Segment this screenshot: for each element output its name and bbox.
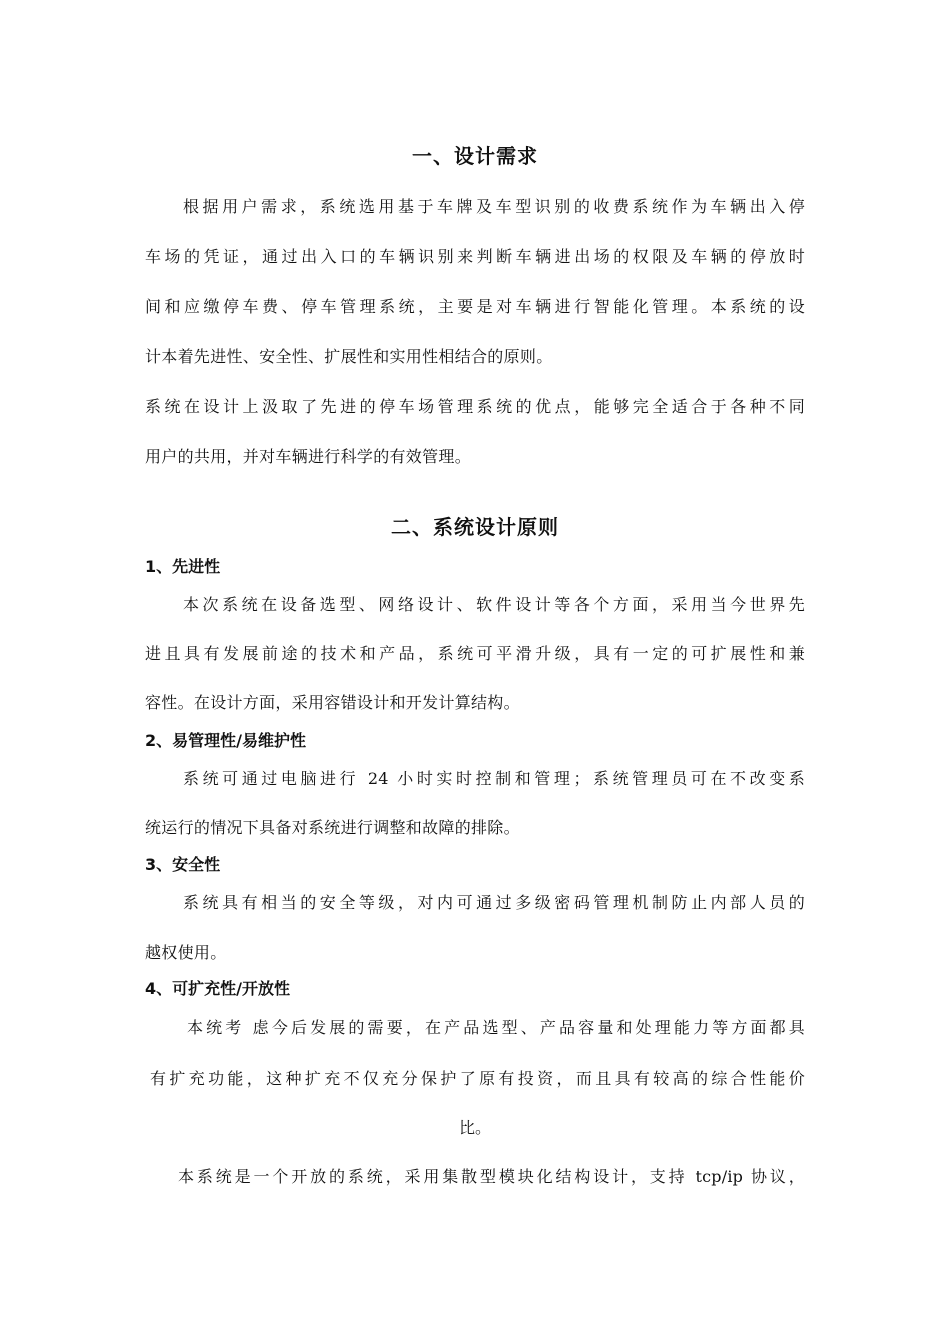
paragraph-line: 本统考 虑今后发展的需要，在产品选型、产品容量和处理能力等方面都具 <box>187 1018 805 1037</box>
paragraph-line: 比。 <box>458 1118 491 1137</box>
paragraph-line: 计本着先进性、安全性、扩展性和实用性相结合的原则。 <box>145 347 553 366</box>
paragraph-line: 本系统是一个开放的系统，采用集散型模块化结构设计，支持 tcp/ip 协议， <box>178 1167 805 1186</box>
paragraph-line: 系统在设计上汲取了先进的停车场管理系统的优点，能够完全适合于各种不同 <box>145 397 805 416</box>
paragraph-line: 越权使用。 <box>145 943 227 962</box>
paragraph-line: 进且具有发展前途的技术和产品，系统可平滑升级，具有一定的可扩展性和兼 <box>145 644 805 663</box>
subheading-security: 3、安全性 <box>145 855 221 874</box>
paragraph-line: 有扩充功能，这种扩充不仅充分保护了原有投资，而且具有较高的综合性能价 <box>150 1069 805 1088</box>
paragraph-line: 本次系统在设备选型、网络设计、软件设计等各个方面，采用当今世界先 <box>183 595 805 614</box>
paragraph-line: 根据用户需求，系统选用基于车牌及车型识别的收费系统作为车辆出入停 <box>183 197 805 216</box>
subheading-extensibility: 4、可扩充性/开放性 <box>145 979 290 998</box>
paragraph-line: 系统具有相当的安全等级，对内可通过多级密码管理机制防止内部人员的 <box>183 893 805 912</box>
paragraph-line: 容性。在设计方面，采用容错设计和开发计算结构。 <box>145 693 520 712</box>
section-title-design-principles: 二、系统设计原则 <box>391 515 559 539</box>
paragraph-line: 车场的凭证，通过出入口的车辆识别来判断车辆进出场的权限及车辆的停放时 <box>145 247 805 266</box>
subheading-manageability: 2、易管理性/易维护性 <box>145 731 306 750</box>
paragraph-line: 系统可通过电脑进行 24 小时实时控制和管理；系统管理员可在不改变系 <box>183 769 805 788</box>
paragraph-line: 用户的共用，并对车辆进行科学的有效管理。 <box>145 447 472 466</box>
paragraph-line: 间和应缴停车费、停车管理系统，主要是对车辆进行智能化管理。本系统的设 <box>145 297 805 316</box>
paragraph-line: 统运行的情况下具备对系统进行调整和故障的排除。 <box>145 818 520 837</box>
subheading-advanced: 1、先进性 <box>145 557 221 576</box>
section-title-design-requirements: 一、设计需求 <box>412 144 538 168</box>
